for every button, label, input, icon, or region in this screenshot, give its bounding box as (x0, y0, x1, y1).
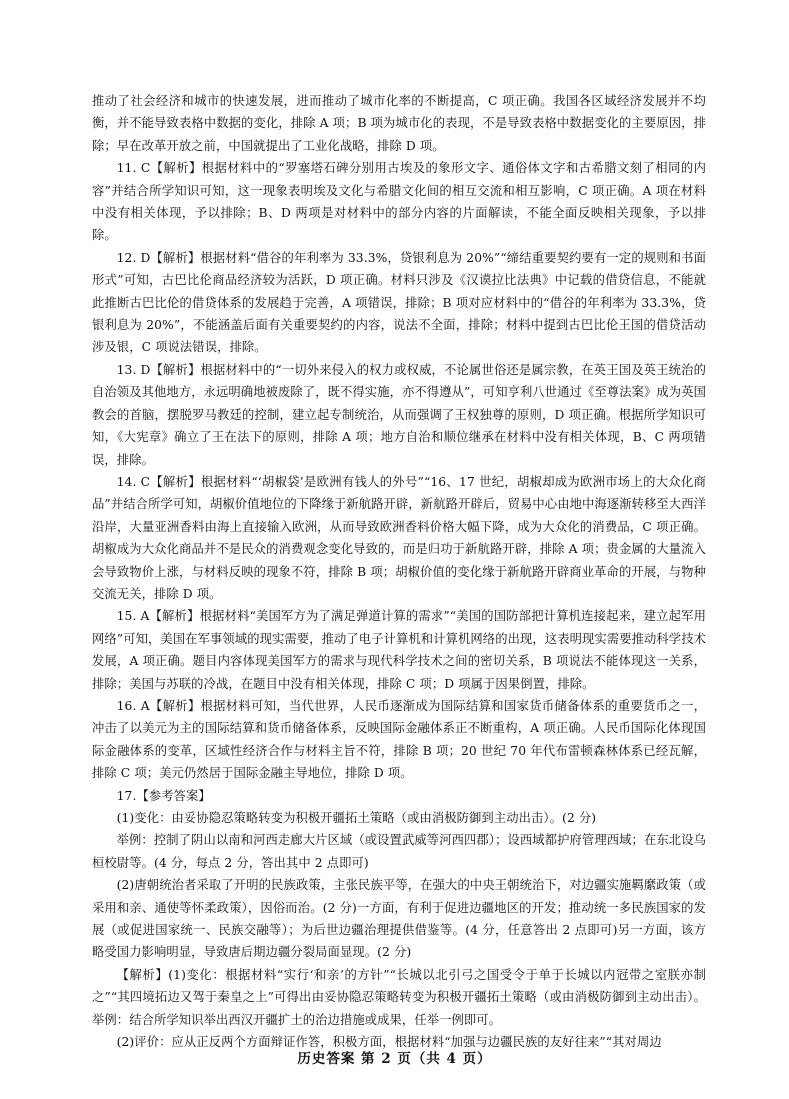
paragraph-q14: 14. C【解析】根据材料“‘胡椒袋’是欧洲有钱人的外号”“16、17 世纪，胡椒却成为欧洲市场上的大众化商品”并结合所学可知，胡椒价值地位的下降缘于新航路开辟，新航路开辟后，贸易中心由地中海逐渐转移至大西洋沿岸，大量亚洲香料由海上直接输入欧洲，从而导致欧洲香料价格大幅下降，成为大众化的消费品，C 项正确。胡椒成为大众化商品并不是民众的消费观念变化导致的，而是归功于新航路开辟，排除 A 项；贵金属的大量流入会导致物价上涨，与材料反映的现象不符，排除 B 项；胡椒价值的变化缘于新航路开辟商业革命的开展，与物种交流无关，排除 D 项。 (92, 474, 706, 601)
paragraph-q17-analysis-2: (2)评价：应从正反两个方面辩证作答，积极方面，根据材料“加强与边疆民族的友好往来”“其对周边 (116, 1035, 662, 1050)
page-footer: 历史答案 第 2 页（共 4 页） (297, 1051, 492, 1067)
paragraph-q15: 15. A【解析】根据材料“美国军方为了满足弹道计算的需求”“美国的国防部把计算机连接起来，建立起军用网络”可知，美国在军事领域的现实需要，推动了电子计算机和计算机网络的出现，这表明现实需要推动科学技术发展，A 项正确。题目内容体现美国军方的需求与现代科学技术之间的密切关系，B 项说法不能体现这一关系，排除；美国与苏联的冷战，在题目中没有相关体现，排除 C 项；D 项属于因果倒置，排除。 (92, 609, 706, 691)
paragraph-q17-part1-examples: 举例：控制了阴山以南和河西走廊大片区域（或设置武威等河西四郡）；设西域都护府管理西域；在东北设乌桓校尉等。(4 分，每点 2 分，答出其中 2 点即可) (92, 833, 706, 870)
answer-text-body (92, 90, 706, 1053)
paragraph-q17-part1-change: (1)变化：由妥协隐忍策略转变为积极开疆拓土策略（或由消极防御到主动出击）。(2 分) (116, 811, 597, 825)
paragraph-q17-heading: 17.【参考答案】 (116, 788, 211, 803)
paragraph-q11: 11. C【解析】根据材料中的“罗塞塔石碑分别用古埃及的象形文字、通俗体文字和古希腊文刻了相同的内容”并结合所学知识可知，这一现象表明埃及文化与希腊文化间的相互交流和相互影响，C 项正确。A 项在材料中没有相关体现，予以排除；B、D 两项是对材料中的部分内容的片面解读，不能全面反映相关现象，予以排除。 (92, 161, 706, 243)
paragraph-continuation: 推动了社会经济和城市的快速发展，进而推动了城市化率的不断提高，C 项正确。我国各区域经济发展并不均衡，并不能导致表格中数据的变化，排除 A 项；B 项为城市化的表现，不是导致表格中数据变化的主要原因，排除；早在改革开放之前，中国就提出了工业化战略，排除 D 项。 (92, 94, 706, 153)
paragraph-q17-part2: (2)唐朝统治者采取了开明的民族政策，主张民族平等，在强大的中央王朝统治下，对边疆实施羁縻政策（或采用和亲、通使等怀柔政策），因俗而治。(2 分)一方面，有利于促进边疆地区的开发；推动统一多民族国家的发展（或促进国家统一、民族交融等）；为后世边疆治理提供借鉴等。(4 分，任意答出 2 点即可)另一方面，该方略受国力影响明显，导致唐后期边疆分裂局面显现。(2 分) (92, 878, 706, 960)
paragraph-q13: 13. D【解析】根据材料中的“一切外来侵入的权力或权威，不论属世俗还是属宗教，在英王国及英王统治的自治领及其他地方，永远明确地被废除了，既不得实施，亦不得遵从”，可知亨利八世通过《至尊法案》成为英国教会的首脑，摆脱罗马教廷的控制，建立起专制统治，从而强调了王权独尊的原则，D 项正确。根据所学知识可知，《大宪章》确立了王在法下的原则，排除 A 项；地方自治和顺位继承在材料中没有相关体现，B、C 两项错误，排除。 (92, 362, 706, 467)
paragraph-q17-analysis-1: 【解析】(1)变化：根据材料“实行‘和亲’的方针”“长城以北引弓之国受令于单于长城以内冠带之室朕亦制之”“其四境拓边又驾于秦皇之上”可得出由妥协隐忍策略转变为积极开疆拓土策略（或由消极防御到主动出击）。举例：结合所学知识举出西汉开疆扩土的治边措施或成果，任举一例即可。 (92, 967, 706, 1027)
paragraph-q16: 16. A【解析】根据材料可知，当代世界，人民币逐渐成为国际结算和国家货币储备体系的重要货币之一，冲击了以美元为主的国际结算和货币储备体系，反映国际金融体系正不断重构，A 项正确。人民币国际化体现国际金融体系的变革，区域性经济合作与材料主旨不符，排除 B 项；20 世纪 70 年代布雷顿森林体系已经瓦解，排除 C 项；美元仍然居于国际金融主导地位，排除 D 项。 (92, 698, 706, 781)
paragraph-q12: 12. D【解析】根据材料“借谷的年利率为 33.3%，贷银利息为 20%”“缔结重要契约要有一定的规则和书面形式”可知，古巴比伦商品经济较为活跃，D 项正确。材料只涉及《汉谟拉比法典》中记载的借贷信息，不能就此推断古巴比伦的借贷体系的发展趋于完善，A 项错误，排除；B 项对应材料中的“借谷的年利率为 33.3%，贷银利息为 20%”，不能涵盖后面有关重要契约的内容，说法不全面，排除；材料中提到古巴比伦王国的借贷活动涉及银，C 项说法错误，排除。 (92, 250, 706, 355)
